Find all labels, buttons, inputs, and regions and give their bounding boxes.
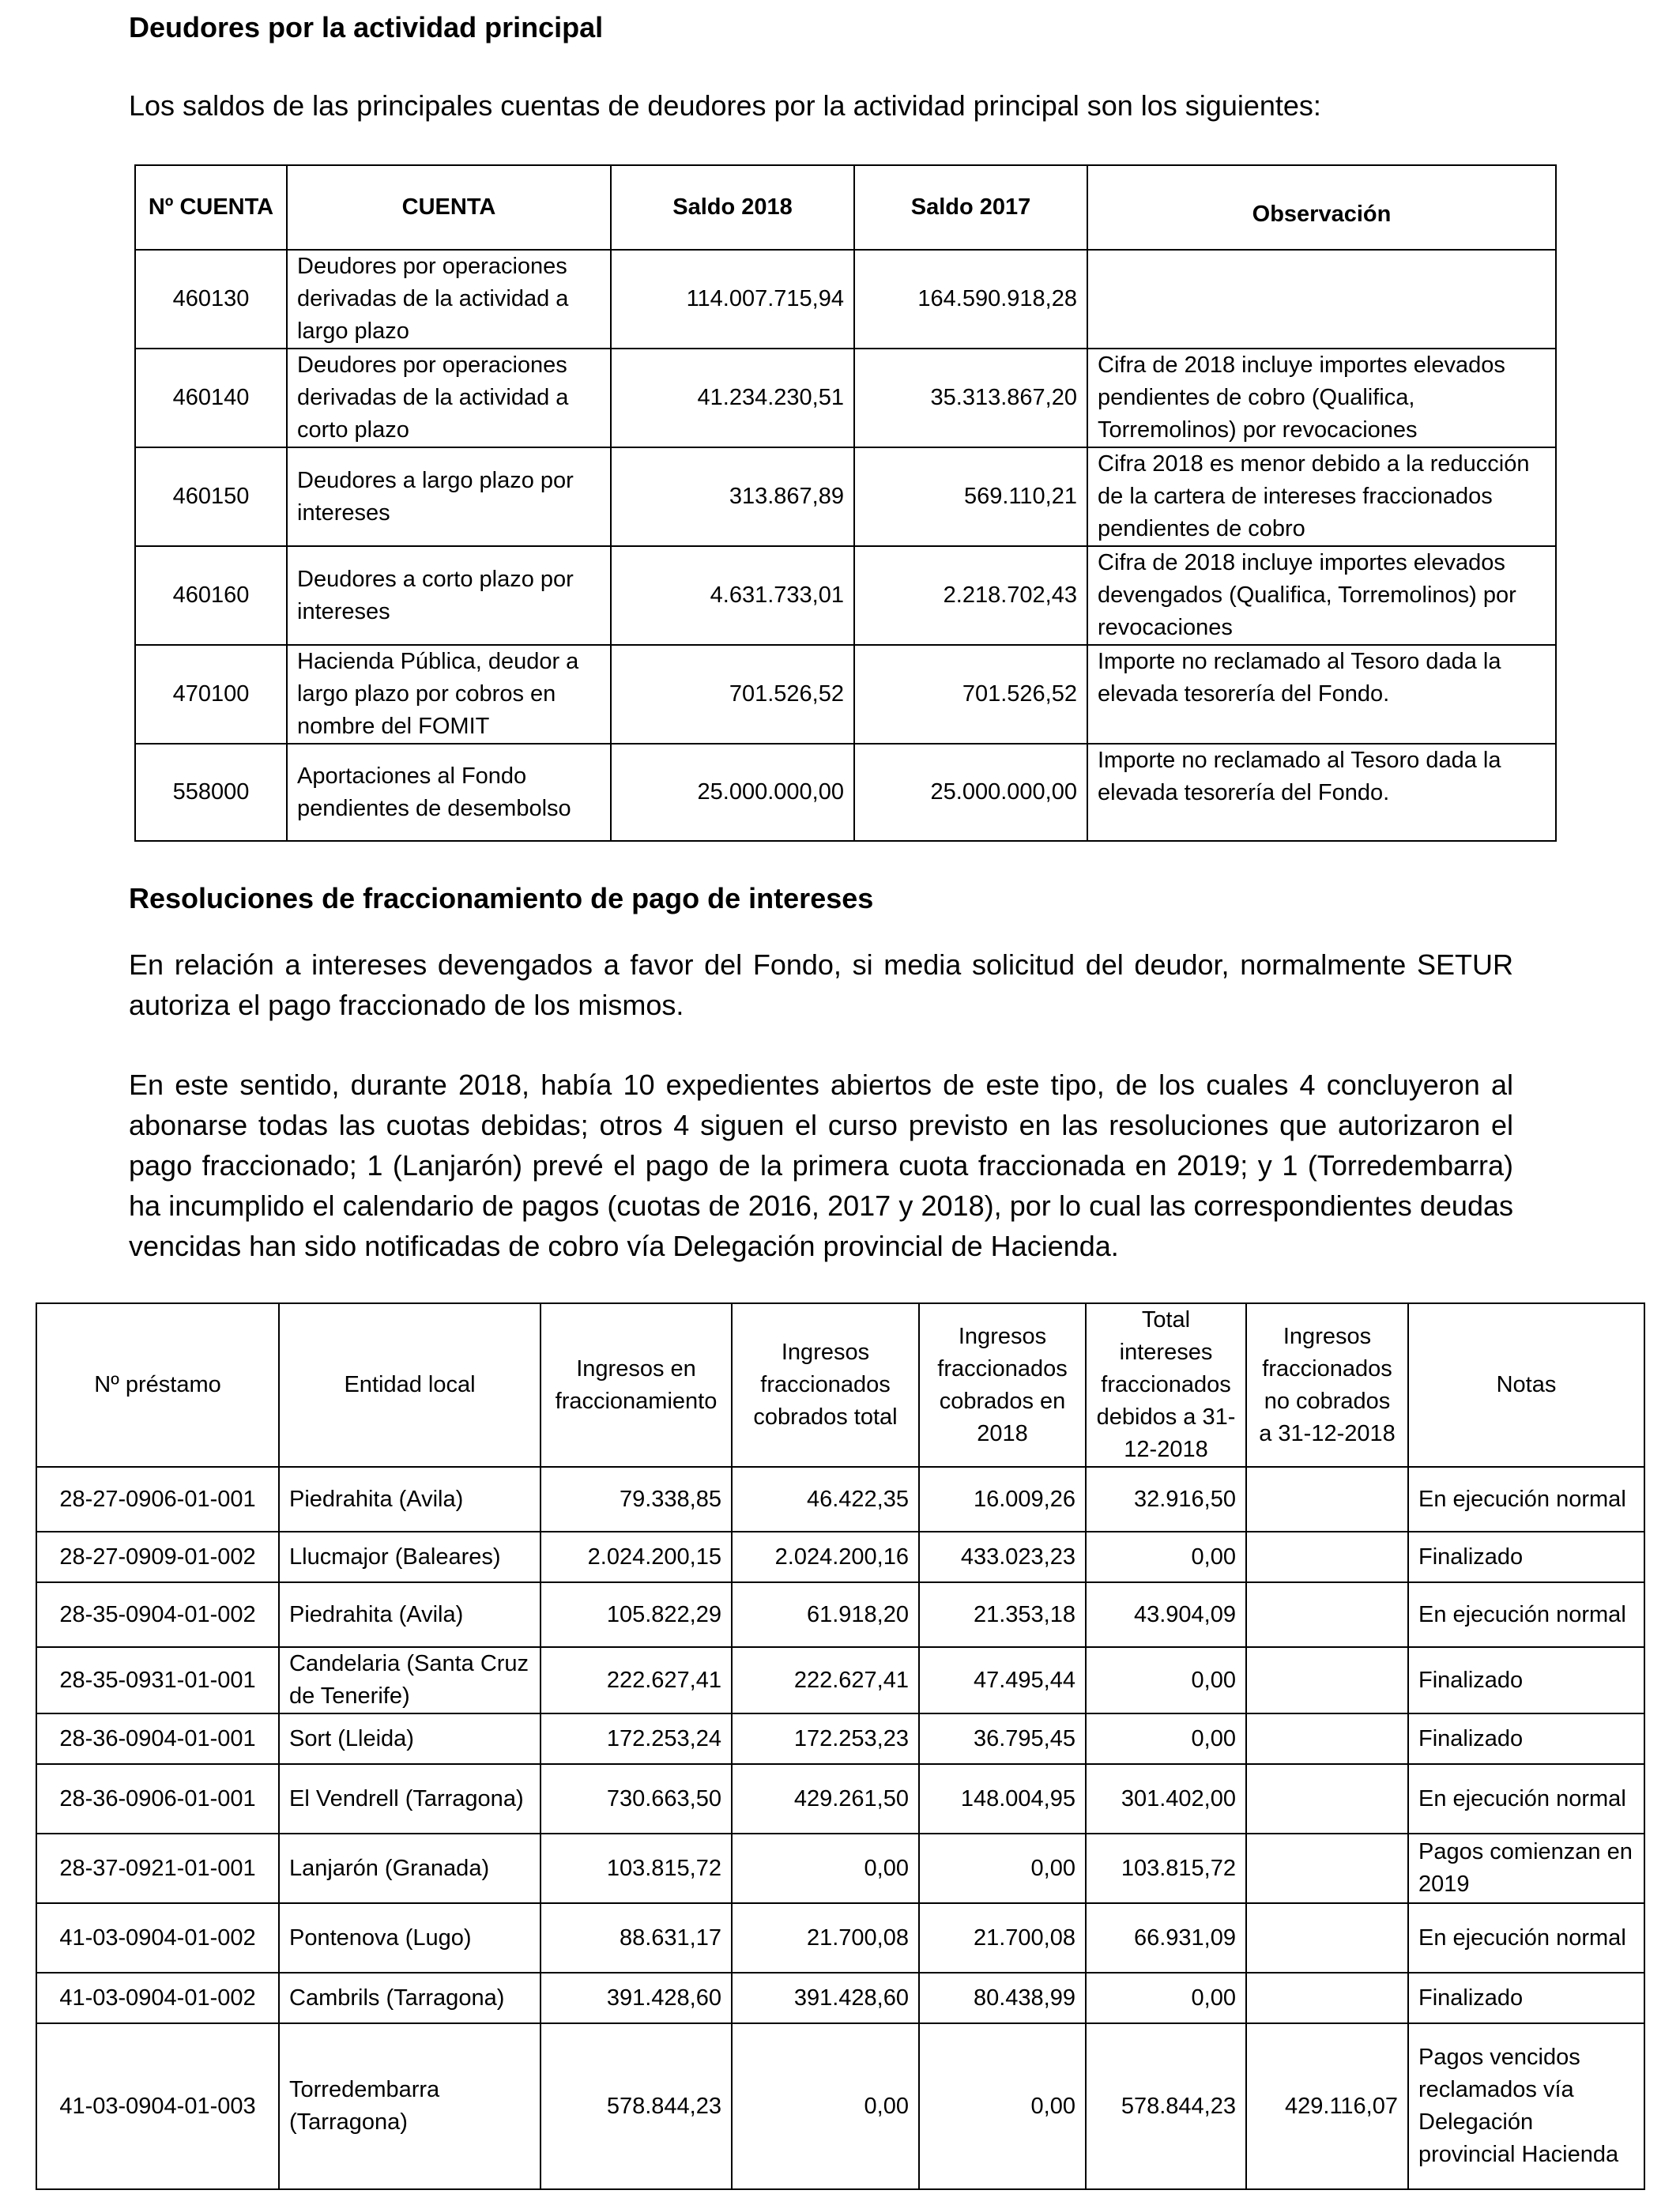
not-collected	[1246, 1834, 1408, 1903]
collected-total: 0,00	[732, 1834, 919, 1903]
collected-total: 0,00	[732, 2023, 919, 2189]
loan-number: 28-27-0906-01-001	[36, 1467, 279, 1532]
table-row	[36, 1532, 1644, 1582]
local-entity: Cambrils (Tarragona)	[279, 1973, 541, 2023]
loan-number: 28-35-0904-01-002	[36, 1582, 279, 1647]
account-number: 470100	[135, 645, 287, 744]
notes: En ejecución normal	[1408, 1582, 1644, 1647]
income-fractioned: 88.631,17	[541, 1903, 732, 1973]
balance-2017: 25.000.000,00	[854, 744, 1087, 841]
income-fractioned: 172.253,24	[541, 1713, 732, 1764]
balance-2018: 25.000.000,00	[611, 744, 854, 841]
collected-total: 2.024.200,16	[732, 1532, 919, 1582]
table-row	[36, 1582, 1644, 1647]
balance-2018: 4.631.733,01	[611, 546, 854, 645]
not-collected	[1246, 1532, 1408, 1582]
total-due: 0,00	[1086, 1973, 1246, 2023]
collected-2018: 21.700,08	[919, 1903, 1086, 1973]
loan-number: 28-35-0931-01-001	[36, 1647, 279, 1713]
total-due: 0,00	[1086, 1647, 1246, 1713]
collected-2018: 47.495,44	[919, 1647, 1086, 1713]
income-fractioned: 730.663,50	[541, 1764, 732, 1834]
notes: Finalizado	[1408, 1647, 1644, 1713]
account-name: Deudores por operaciones derivadas de la actividad a largo plazo	[287, 250, 611, 349]
observation: Cifra de 2018 incluye importes elevados devengados (Qualifica, Torremolinos) por revocaciones	[1087, 546, 1556, 645]
collected-total: 222.627,41	[732, 1647, 919, 1713]
collected-2018: 80.438,99	[919, 1973, 1086, 2023]
observation: Cifra de 2018 incluye importes elevados pendientes de cobro (Qualifica, Torremolinos) por revocaciones	[1087, 349, 1556, 447]
collected-total: 61.918,20	[732, 1582, 919, 1647]
collected-2018: 36.795,45	[919, 1713, 1086, 1764]
notes: Pagos vencidos reclamados vía Delegación provincial Hacienda	[1408, 2023, 1644, 2189]
col-header: Entidad local	[279, 1303, 541, 1467]
balance-2017: 35.313.867,20	[854, 349, 1087, 447]
table-row	[135, 250, 1556, 349]
total-due: 66.931,09	[1086, 1903, 1246, 1973]
balance-2018: 313.867,89	[611, 447, 854, 546]
collected-total: 21.700,08	[732, 1903, 919, 1973]
observation: Cifra 2018 es menor debido a la reducción de la cartera de intereses fraccionados pendientes de cobro	[1087, 447, 1556, 546]
local-entity: Torredembarra (Tarragona)	[279, 2023, 541, 2189]
table-row	[36, 1764, 1644, 1834]
total-due: 43.904,09	[1086, 1582, 1246, 1647]
total-due: 0,00	[1086, 1532, 1246, 1582]
collected-total: 429.261,50	[732, 1764, 919, 1834]
local-entity: Lanjarón (Granada)	[279, 1834, 541, 1903]
col-header: Ingresos en fraccionamiento	[541, 1303, 732, 1467]
observation	[1087, 250, 1556, 349]
deudores-table	[134, 164, 1557, 842]
account-name: Deudores a corto plazo por intereses	[287, 546, 611, 645]
balance-2018: 114.007.715,94	[611, 250, 854, 349]
loan-number: 41-03-0904-01-002	[36, 1903, 279, 1973]
account-number: 460160	[135, 546, 287, 645]
account-name: Aportaciones al Fondo pendientes de desembolso	[287, 744, 611, 841]
not-collected	[1246, 1713, 1408, 1764]
col-header: CUENTA	[287, 165, 611, 250]
balance-2017: 569.110,21	[854, 447, 1087, 546]
section-heading-deudores: Deudores por la actividad principal	[129, 11, 604, 43]
table-row	[135, 447, 1556, 546]
income-fractioned: 391.428,60	[541, 1973, 732, 2023]
col-header: Saldo 2017	[854, 165, 1087, 250]
local-entity: Sort (Lleida)	[279, 1713, 541, 1764]
total-due: 578.844,23	[1086, 2023, 1246, 2189]
col-header: Notas	[1408, 1303, 1644, 1467]
table-header-row	[36, 1303, 1644, 1467]
loan-number: 41-03-0904-01-003	[36, 2023, 279, 2189]
table-row	[36, 1647, 1644, 1713]
total-due: 32.916,50	[1086, 1467, 1246, 1532]
not-collected	[1246, 1647, 1408, 1713]
table-row	[135, 645, 1556, 744]
total-due: 301.402,00	[1086, 1764, 1246, 1834]
notes: En ejecución normal	[1408, 1764, 1644, 1834]
table-row	[135, 744, 1556, 841]
collected-2018: 433.023,23	[919, 1532, 1086, 1582]
account-name: Deudores a largo plazo por intereses	[287, 447, 611, 546]
notes: Finalizado	[1408, 1973, 1644, 2023]
not-collected	[1246, 1903, 1408, 1973]
paragraph-2: En este sentido, durante 2018, había 10 expedientes abiertos de este tipo, de los cuales 4 concluyeron al abonarse todas las cuotas debidas; otros 4 siguen el curso previsto en las resoluciones que autorizaron el pago fraccionado; 1 (Lanjarón) prevé el pago de la primera cuota fraccionada en 2019; y 1 (Torredembarra) ha incumplido el calendario de pagos (cuotas de 2016, 2017 y 2018), por lo cual las correspondientes deudas vencidas han sido notificadas de cobro vía Delegación provincial de Hacienda.	[129, 1069, 1513, 1262]
table-row	[36, 2023, 1644, 2189]
not-collected	[1246, 1582, 1408, 1647]
income-fractioned: 2.024.200,15	[541, 1532, 732, 1582]
observation: Importe no reclamado al Tesoro dada la elevada tesorería del Fondo.	[1087, 645, 1556, 744]
account-number: 460130	[135, 250, 287, 349]
income-fractioned: 578.844,23	[541, 2023, 732, 2189]
paragraph-1: En relación a intereses devengados a favor del Fondo, si media solicitud del deudor, normalmente SETUR autoriza el pago fraccionado de los mismos.	[129, 948, 1513, 1021]
total-due: 103.815,72	[1086, 1834, 1246, 1903]
total-due: 0,00	[1086, 1713, 1246, 1764]
loan-number: 28-37-0921-01-001	[36, 1834, 279, 1903]
table-row	[135, 546, 1556, 645]
notes: Pagos comienzan en 2019	[1408, 1834, 1644, 1903]
balance-2018: 41.234.230,51	[611, 349, 854, 447]
not-collected: 429.116,07	[1246, 2023, 1408, 2189]
col-header: Nº préstamo	[36, 1303, 279, 1467]
loan-number: 41-03-0904-01-002	[36, 1973, 279, 2023]
table-row	[36, 1834, 1644, 1903]
table-row	[36, 1973, 1644, 2023]
table-row	[36, 1903, 1644, 1973]
col-header: Total intereses fraccionados debidos a 31-12-2018	[1086, 1303, 1246, 1467]
income-fractioned: 222.627,41	[541, 1647, 732, 1713]
col-header: Ingresos fraccionados cobrados total	[732, 1303, 919, 1467]
account-number: 558000	[135, 744, 287, 841]
account-number: 460140	[135, 349, 287, 447]
collected-2018: 16.009,26	[919, 1467, 1086, 1532]
collected-2018: 0,00	[919, 2023, 1086, 2189]
notes: Finalizado	[1408, 1532, 1644, 1582]
local-entity: Llucmajor (Baleares)	[279, 1532, 541, 1582]
collected-total: 46.422,35	[732, 1467, 919, 1532]
collected-2018: 0,00	[919, 1834, 1086, 1903]
income-fractioned: 105.822,29	[541, 1582, 732, 1647]
col-header: Ingresos fraccionados cobrados en 2018	[919, 1303, 1086, 1467]
local-entity: Pontenova (Lugo)	[279, 1903, 541, 1973]
col-header: Observación	[1087, 165, 1556, 250]
notes: En ejecución normal	[1408, 1467, 1644, 1532]
income-fractioned: 79.338,85	[541, 1467, 732, 1532]
observation: Importe no reclamado al Tesoro dada la elevada tesorería del Fondo.	[1087, 744, 1556, 841]
table-row	[36, 1467, 1644, 1532]
loan-number: 28-27-0909-01-002	[36, 1532, 279, 1582]
not-collected	[1246, 1764, 1408, 1834]
collected-2018: 148.004,95	[919, 1764, 1086, 1834]
fraccionamiento-table	[36, 1302, 1645, 2190]
account-number: 460150	[135, 447, 287, 546]
balance-2018: 701.526,52	[611, 645, 854, 744]
account-name: Deudores por operaciones derivadas de la actividad a corto plazo	[287, 349, 611, 447]
table-row	[135, 349, 1556, 447]
local-entity: Candelaria (Santa Cruz de Tenerife)	[279, 1647, 541, 1713]
table-row	[36, 1713, 1644, 1764]
balance-2017: 2.218.702,43	[854, 546, 1087, 645]
col-header: Saldo 2018	[611, 165, 854, 250]
col-header: Ingresos fraccionados no cobrados a 31-12-2018	[1246, 1303, 1408, 1467]
notes: En ejecución normal	[1408, 1903, 1644, 1973]
local-entity: Piedrahita (Avila)	[279, 1582, 541, 1647]
not-collected	[1246, 1973, 1408, 2023]
not-collected	[1246, 1467, 1408, 1532]
local-entity: El Vendrell (Tarragona)	[279, 1764, 541, 1834]
notes: Finalizado	[1408, 1713, 1644, 1764]
loan-number: 28-36-0904-01-001	[36, 1713, 279, 1764]
table-header-row	[135, 165, 1556, 250]
collected-2018: 21.353,18	[919, 1582, 1086, 1647]
intro-paragraph: Los saldos de las principales cuentas de deudores por la actividad principal son los siguientes:	[129, 89, 1321, 122]
local-entity: Piedrahita (Avila)	[279, 1467, 541, 1532]
balance-2017: 701.526,52	[854, 645, 1087, 744]
account-name: Hacienda Pública, deudor a largo plazo por cobros en nombre del FOMIT	[287, 645, 611, 744]
income-fractioned: 103.815,72	[541, 1834, 732, 1903]
col-header: Nº CUENTA	[135, 165, 287, 250]
balance-2017: 164.590.918,28	[854, 250, 1087, 349]
collected-total: 391.428,60	[732, 1973, 919, 2023]
collected-total: 172.253,23	[732, 1713, 919, 1764]
section-heading-resoluciones: Resoluciones de fraccionamiento de pago de intereses	[129, 882, 874, 914]
loan-number: 28-36-0906-01-001	[36, 1764, 279, 1834]
